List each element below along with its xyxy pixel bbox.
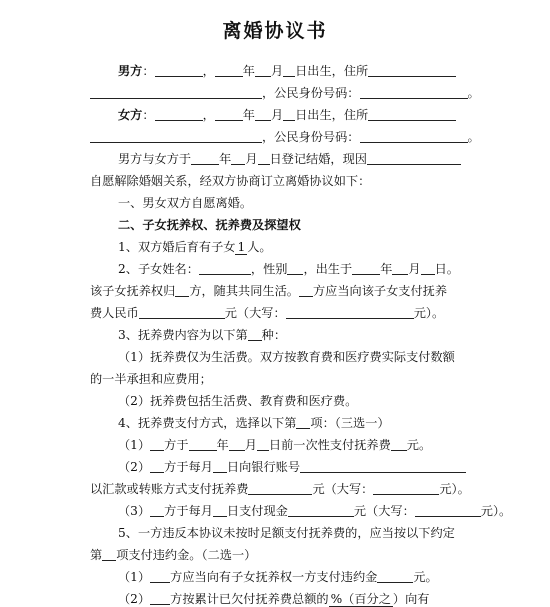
penalty-percent-payer-blank[interactable] (150, 591, 170, 605)
child-name-blank[interactable] (199, 261, 251, 275)
female-birth-month-blank[interactable] (255, 107, 271, 121)
clause-2-heading: 二、子女抚养权、抚养费及探望权 (118, 218, 301, 232)
male-name-blank[interactable] (155, 63, 203, 77)
monthly-transfer-amount-blank[interactable] (248, 481, 312, 495)
male-birth-month-blank[interactable] (255, 63, 271, 77)
marriage-day-blank[interactable] (258, 151, 270, 165)
child-gender-blank[interactable] (287, 261, 303, 275)
payment-option-3-line: （3） 方于每月 日支付现金 元（大写： 元）。 (118, 504, 512, 518)
child-support-amount-line: 费人民币 元（大写： 元）。 (90, 306, 445, 320)
monthly-transfer-payer-blank[interactable] (150, 459, 164, 473)
male-id-line: ，公民身份号码： 。 (90, 85, 480, 101)
custody-line: 该子女抚养权归 方，随其共同生活。 方应当向该子女支付抚养 (90, 284, 448, 298)
child-birth-month-blank[interactable] (392, 261, 408, 275)
child-birth-year-blank[interactable] (352, 261, 380, 275)
female-label: 女方 (118, 108, 143, 122)
custody-party-blank[interactable] (175, 283, 189, 297)
female-name-blank[interactable] (155, 107, 203, 121)
monthly-transfer-amount-words-blank[interactable] (373, 481, 439, 495)
child-support-amount-blank[interactable] (139, 305, 225, 319)
male-label: 男方 (118, 64, 143, 78)
male-address-blank[interactable] (368, 63, 456, 77)
penalty-option-2-line: （2） 方按累计已欠付抚养费总额的 %（百分之 ）向有 (118, 592, 430, 606)
penalty-fixed-amount-blank[interactable] (377, 569, 413, 583)
female-party-line: 女方： ， 年 月 日出生，住所 (118, 107, 456, 123)
support-option-1-line-2: 的一半承担和应费用； (90, 372, 212, 386)
marriage-registration-line: 男方与女方于 年 月 日登记结婚，现因 (118, 151, 461, 167)
clause-1: 一、男女双方自愿离婚。 (118, 196, 253, 210)
page-title: 离婚协议书 (222, 20, 328, 42)
lump-sum-amount-blank[interactable] (391, 437, 407, 451)
lump-sum-year-blank[interactable] (189, 437, 217, 451)
children-count-line: 1、双方婚后育有子女 1 人。 (118, 240, 272, 254)
male-address-blank-2[interactable] (90, 85, 262, 99)
support-option-1-line-1: （1）抚养费仅为生活费。双方按教育费和医疗费实际支付数额 (118, 350, 455, 364)
penalty-option-blank[interactable] (102, 547, 116, 561)
payment-option-2-line-2: 以汇款或转账方式支付抚养费 元（大写： 元）。 (90, 482, 470, 496)
child-info-line: 2、子女姓名： ，性别 ，出生于 年 月 日。 (118, 262, 459, 276)
marriage-year-blank[interactable] (191, 151, 219, 165)
divorce-reason-blank[interactable] (367, 151, 461, 165)
child-support-amount-words-blank[interactable] (286, 305, 414, 319)
monthly-cash-payer-blank[interactable] (150, 503, 164, 517)
child-birth-day-blank[interactable] (421, 261, 435, 275)
penalty-line-1: 5、一方违反本协议未按时足额支付抚养费的，应当按以下约定 (118, 526, 455, 540)
support-content-option-blank[interactable] (248, 327, 262, 341)
lump-sum-month-blank[interactable] (229, 437, 245, 451)
monthly-cash-day-blank[interactable] (213, 503, 227, 517)
support-content-line: 3、抚养费内容为以下第 种： (118, 328, 287, 342)
male-birth-year-blank[interactable] (215, 63, 243, 77)
female-address-blank[interactable] (368, 107, 456, 121)
payer-party-blank[interactable] (299, 283, 313, 297)
penalty-percent-value[interactable]: %（百分之 (330, 592, 391, 606)
support-option-2-line: （2）抚养费包括生活费、教育费和医疗费。 (118, 394, 358, 408)
female-address-blank-2[interactable] (90, 129, 262, 143)
male-birth-day-blank[interactable] (283, 63, 295, 77)
payment-option-1-line: （1） 方于 年 月 日前一次性支付抚养费 元。 (118, 438, 432, 452)
penalty-option-1-line: （1） 方应当向有子女抚养权一方支付违约金 元。 (118, 570, 438, 584)
male-party-line: 男方： ， 年 月 日出生，住所 (118, 63, 456, 79)
marriage-month-blank[interactable] (231, 151, 245, 165)
female-birth-year-blank[interactable] (215, 107, 243, 121)
lump-sum-payer-blank[interactable] (150, 437, 164, 451)
female-birth-day-blank[interactable] (283, 107, 295, 121)
payment-method-option-blank[interactable] (296, 415, 310, 429)
female-id-line: ，公民身份号码： 。 (90, 129, 480, 145)
children-count-value[interactable]: 1 (237, 240, 246, 254)
lump-sum-day-blank[interactable] (257, 437, 269, 451)
intro-paragraph-line: 自愿解除婚姻关系，经双方协商订立离婚协议如下： (90, 174, 371, 188)
monthly-transfer-day-blank[interactable] (213, 459, 227, 473)
monthly-cash-amount-words-blank[interactable] (415, 503, 481, 517)
bank-account-blank[interactable] (300, 459, 466, 473)
female-id-number-blank[interactable] (360, 129, 468, 143)
male-id-number-blank[interactable] (360, 85, 468, 99)
monthly-cash-amount-blank[interactable] (288, 503, 354, 517)
penalty-fixed-payer-blank[interactable] (150, 569, 170, 583)
payment-option-2-line-1: （2） 方于每月 日向银行账号 (118, 459, 466, 475)
penalty-line-2: 第 项支付违约金。（二选一） (90, 548, 257, 562)
payment-method-line: 4、抚养费支付方式，选择以下第 项：（三选一） (118, 416, 390, 430)
